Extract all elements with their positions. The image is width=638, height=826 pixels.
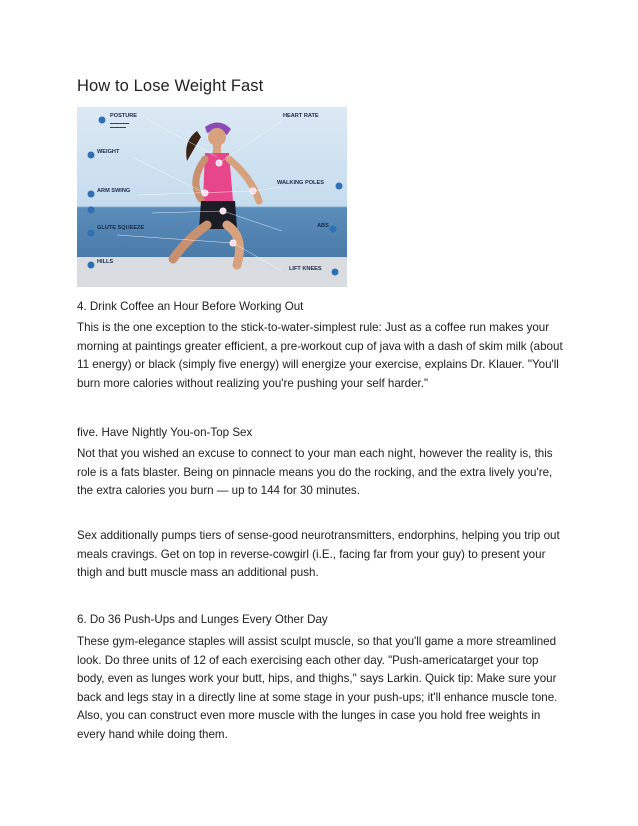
section-paragraph: Sex additionally pumps tiers of sense-good neurotransmitters, endorphins, helping you trip out meals cravings. Get on top in reverse-cowgirl (i.E., facing far from your guy) to present your thigh and butt muscle mass an additional push. <box>77 529 560 580</box>
sublabel-posture: ▬▬▬▬▬▬ ▬▬▬▬▬ <box>110 121 130 129</box>
runner-head <box>208 128 226 146</box>
label-posture: POSTURE <box>110 113 138 119</box>
page-title: How to Lose Weight Fast <box>77 77 264 95</box>
label-heart-rate: HEART RATE <box>283 113 319 119</box>
boardwalk <box>77 257 347 287</box>
label-glute-squeeze: GLUTE SQUEEZE <box>97 225 145 231</box>
label-arm-swing: ARM SWING <box>97 188 131 194</box>
label-weight: WEIGHT <box>97 149 120 155</box>
label-lift-knees: LIFT KNEES <box>289 266 322 272</box>
label-hills: HILLS <box>97 259 114 265</box>
label-abs: ABS <box>317 223 329 229</box>
label-walking-poles: WALKING POLES <box>277 180 324 186</box>
section-heading: five. Have Nightly You-on-Top Sex <box>77 426 253 439</box>
infographic-image <box>77 107 347 287</box>
running-woman-infographic <box>77 107 347 287</box>
section-heading: 4. Drink Coffee an Hour Before Working Out <box>77 300 304 313</box>
section-paragraph: This is the one exception to the stick-to-water-simplest rule: Just as a coffee run makes your morning at paintings greater efficient, a pre-workout cup of java with a dash of skim milk (about 11 energy) or black (simply five energy) will energize your exercise, explains Dr. Klauer. "You'll burn more calories without realizing you're pushing your self harder." <box>77 321 563 390</box>
section-heading: 6. Do 36 Push-Ups and Lunges Every Other Day <box>77 613 328 626</box>
section-paragraph: Not that you wished an excuse to connect to your man each night, however the reality is, this role is a fats blaster. Being on pinnacle means you do the rocking, and the extra lively you're, the extra calories you burn — up to 144 for 30 minutes. <box>77 447 553 498</box>
section-paragraph: These gym-elegance staples will assist sculpt muscle, so that you'll game a more streamlined look. Do three units of 12 of each exercising each other day. "Push-americatarget your top body, even as lunges work your butt, hips, and thighs," says Larkin. Quick tip: Make sure your back and legs stay in a directly line at some stage in your push-ups; it'll enhance muscle tone. Also, you can construct even more muscle with the lunges in case you hold free weights in every hand while doing them. <box>77 635 558 741</box>
